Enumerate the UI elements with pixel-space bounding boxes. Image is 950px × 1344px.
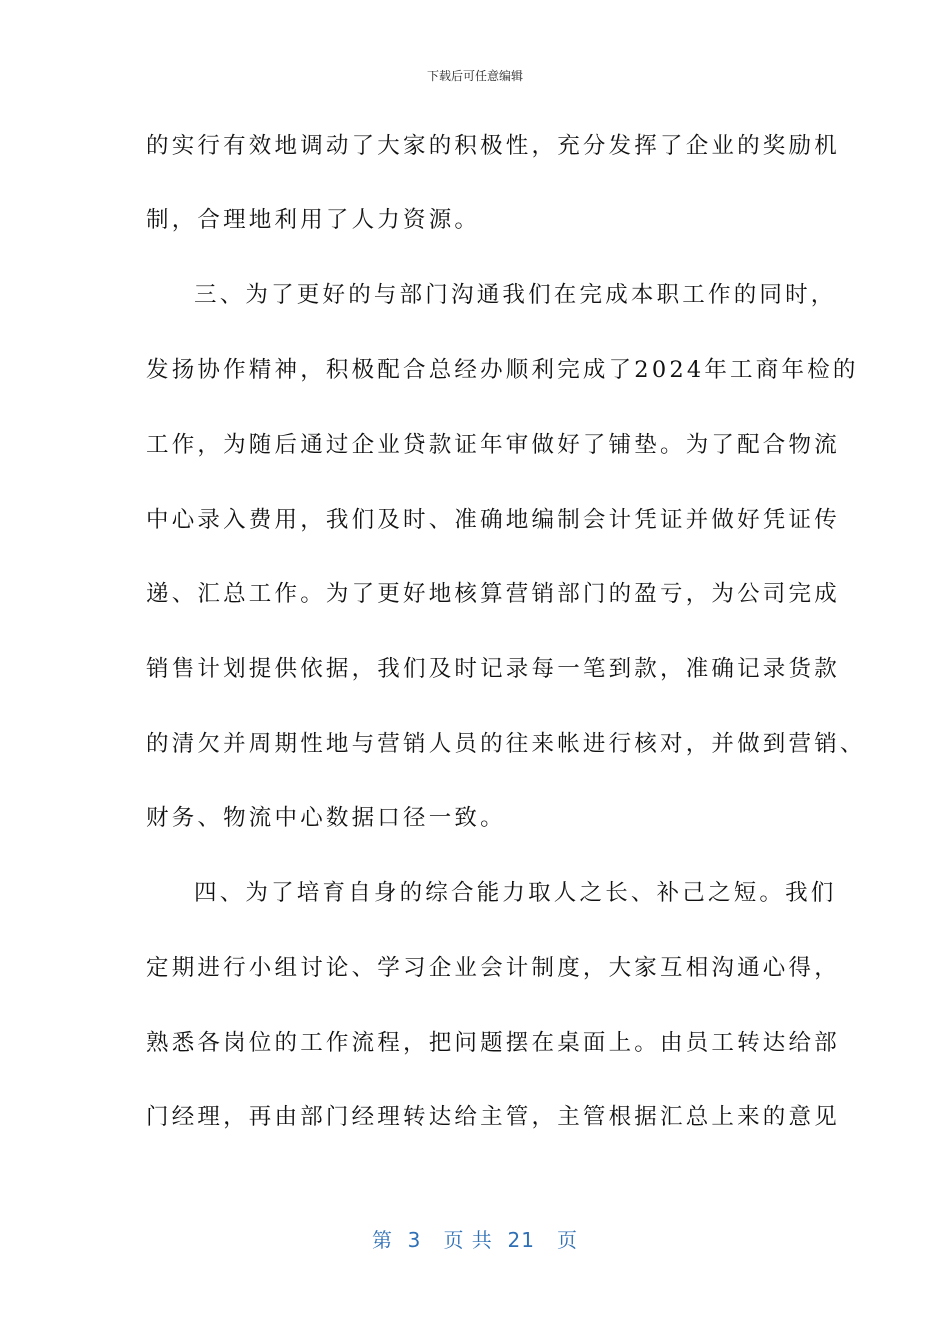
page-header: 下载后可任意编辑 — [426, 69, 523, 83]
page-number-footer: 第 3 页 共 21 页 — [371, 1228, 579, 1252]
text-line: 销售计划提供依据，我们及时记录每一笔到款，准确记录货款 — [146, 656, 840, 682]
text-line: 财务、物流中心数据口径一致。 — [146, 805, 506, 831]
text-line: 制，合理地利用了人力资源。 — [146, 207, 481, 233]
text-line: 递、汇总工作。为了更好地核算营销部门的盈亏，为公司完成 — [146, 581, 840, 607]
text-line: 发扬协作精神，积极配合总经办顺利完成了2024年工商年检的 — [146, 357, 859, 383]
text-line: 的实行有效地调动了大家的积极性，充分发挥了企业的奖励机 — [146, 133, 840, 159]
text-line: 的清欠并周期性地与营销人员的往来帐进行核对，并做到营销、 — [146, 731, 866, 757]
text-line: 熟悉各岗位的工作流程，把问题摆在桌面上。由员工转达给部 — [146, 1030, 840, 1056]
paragraph-start-line: 四、为了培育自身的综合能力取人之长、补己之短。我们 — [194, 880, 837, 906]
text-line: 定期进行小组讨论、学习企业会计制度，大家互相沟通心得， — [146, 955, 840, 981]
text-line: 工作，为随后通过企业贷款证年审做好了铺垫。为了配合物流 — [146, 432, 840, 458]
text-line: 中心录入费用，我们及时、准确地编制会计凭证并做好凭证传 — [146, 507, 840, 533]
paragraph-start-line: 三、为了更好的与部门沟通我们在完成本职工作的同时， — [194, 282, 837, 308]
text-line: 门经理，再由部门经理转达给主管，主管根据汇总上来的意见 — [146, 1104, 840, 1130]
